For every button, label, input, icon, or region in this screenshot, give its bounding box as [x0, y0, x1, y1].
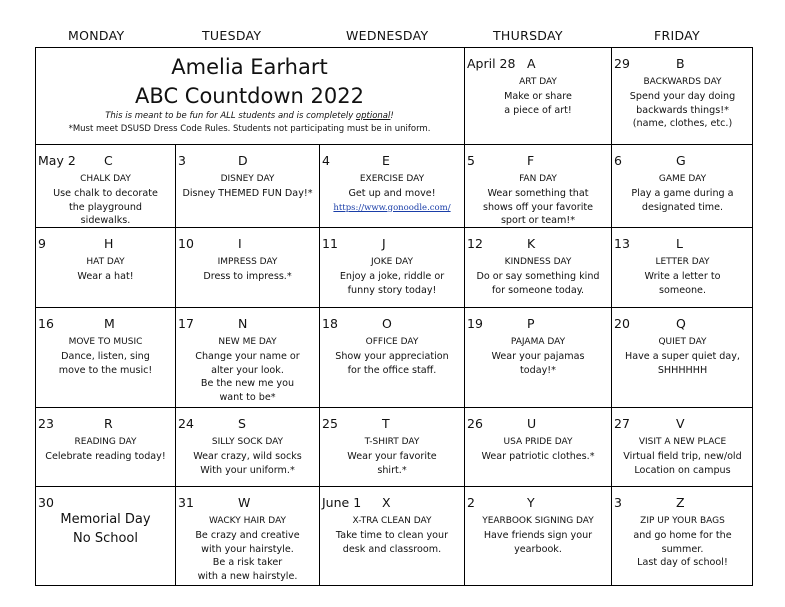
banner-note: [35, 111, 464, 121]
day-letter: Z: [676, 495, 685, 510]
day-header-thursday: THURSDAY: [493, 28, 563, 43]
day-header-monday: MONDAY: [68, 28, 125, 43]
day-theme-title: FAN DAY: [519, 174, 557, 184]
day-date: 31: [178, 495, 194, 510]
day-letter: F: [527, 153, 535, 168]
calendar-day-cell: [176, 408, 319, 486]
day-date: 18: [322, 316, 338, 331]
day-letter: E: [382, 153, 390, 168]
day-date: 5: [467, 153, 475, 168]
day-description-line: Make or share: [504, 91, 572, 102]
day-theme-title: READING DAY: [74, 437, 137, 447]
calendar-day-cell: [176, 308, 319, 407]
day-theme-title: QUIET DAY: [658, 337, 707, 347]
day-description-line: Virtual field trip, new/old: [623, 451, 742, 462]
day-description-line: move to the music!: [58, 364, 153, 376]
day-theme-title: NEW ME DAY: [218, 337, 277, 347]
day-letter: Y: [527, 495, 535, 510]
calendar-day-cell: [612, 145, 753, 227]
day-description-line: and go home for the: [633, 530, 732, 541]
day-description: [178, 187, 317, 201]
calendar-day-cell: [36, 145, 175, 227]
day-letter: O: [382, 316, 392, 331]
calendar-day-cell: [465, 308, 611, 407]
day-date: 12: [467, 236, 483, 251]
day-date: 6: [614, 153, 622, 168]
day-theme-title: IMPRESS DAY: [217, 257, 278, 267]
day-date: 3: [614, 495, 622, 510]
day-description: [178, 529, 317, 583]
day-description-line: Play a game during a: [631, 188, 734, 199]
day-date: 17: [178, 316, 194, 331]
day-description-line: designated time.: [641, 201, 724, 213]
day-description-line: Be the new me you: [200, 378, 295, 390]
day-description: [38, 187, 173, 227]
calendar-day-cell: [320, 145, 464, 227]
day-date: 29: [614, 56, 630, 71]
day-description-line: Wear a hat!: [77, 271, 134, 282]
calendar-day-cell: [465, 145, 611, 227]
day-description-line: funny story today!: [347, 284, 437, 296]
day-description: [178, 450, 317, 477]
calendar-day-cell: [465, 408, 611, 486]
calendar-day-cell: [36, 408, 175, 486]
calendar-day-cell: [176, 228, 319, 307]
day-description: [322, 187, 462, 215]
day-date: June 1: [322, 495, 362, 510]
day-description: [38, 450, 173, 464]
day-description: [38, 270, 173, 284]
day-letter: S: [238, 416, 246, 431]
day-letter: V: [676, 416, 685, 431]
day-description-line: with a new hairstyle.: [197, 570, 298, 582]
day-description: [614, 90, 751, 131]
day-date: 20: [614, 316, 630, 331]
day-description-line: Change your name or: [195, 351, 300, 362]
day-letter: W: [238, 495, 251, 510]
day-description: [467, 187, 609, 227]
banner-title-countdown: ABC Countdown 2022: [135, 84, 364, 108]
day-description: [467, 350, 609, 377]
day-theme-title: OFFICE DAY: [365, 337, 419, 347]
day-header-tuesday: TUESDAY: [202, 28, 262, 43]
day-theme-title: SILLY SOCK DAY: [211, 437, 284, 447]
day-description-line: summer.: [661, 543, 704, 555]
day-letter: D: [238, 153, 248, 168]
day-description-line: yearbook.: [514, 543, 562, 555]
day-date: 19: [467, 316, 483, 331]
day-description: [467, 529, 609, 556]
day-description-line: Use chalk to decorate: [53, 188, 158, 199]
banner-note-end: !: [390, 111, 394, 121]
day-header-friday: FRIDAY: [654, 28, 700, 43]
link-line: [322, 201, 462, 216]
day-date: 11: [322, 236, 338, 251]
calendar-day-cell: [176, 145, 319, 227]
day-description: [467, 90, 609, 117]
day-description-line: for someone today.: [491, 284, 585, 296]
calendar-day-cell: [465, 228, 611, 307]
day-description-line: SHHHHHH: [657, 364, 708, 376]
calendar-day-cell: [320, 408, 464, 486]
banner-note-text: This is meant to be fun for ALL students and is completely: [105, 111, 356, 121]
day-date: 26: [467, 416, 483, 431]
day-description: [467, 450, 609, 464]
day-description-line: Do or say something kind: [476, 271, 600, 282]
day-theme-title: LETTER DAY: [655, 257, 710, 267]
calendar-day-cell: [465, 487, 611, 586]
day-letter: B: [676, 56, 685, 71]
banner-note-emphasis: optional: [355, 111, 391, 121]
day-description-line: a piece of art!: [504, 104, 572, 116]
day-description: [614, 270, 751, 297]
calendar-day-cell: [612, 308, 753, 407]
holiday-note-line: Memorial Day: [60, 512, 151, 527]
day-description-line: Disney THEMED FUN Day!*: [182, 188, 313, 199]
day-theme-title: CHALK DAY: [80, 174, 131, 184]
day-letter: R: [104, 416, 113, 431]
day-description-line: Wear something that: [487, 188, 589, 199]
day-description-line: Have friends sign your: [483, 530, 593, 541]
day-description-line: sidewalks.: [80, 215, 131, 227]
day-letter: I: [238, 236, 242, 251]
banner-rules: *Must meet DSUSD Dress Code Rules. Students not participating must be in uniform.: [68, 124, 431, 134]
day-letter: P: [527, 316, 535, 331]
day-theme-title: T-SHIRT DAY: [364, 437, 420, 447]
day-header-wednesday: WEDNESDAY: [346, 28, 429, 43]
day-description-line: Show your appreciation: [335, 351, 449, 362]
day-theme-title: GAME DAY: [658, 174, 707, 184]
day-description-line: Be crazy and creative: [195, 530, 300, 541]
day-date: 13: [614, 236, 630, 251]
day-letter: U: [527, 416, 537, 431]
day-theme-title: HAT DAY: [86, 257, 125, 267]
day-description-line: (name, clothes, etc.): [632, 118, 733, 130]
day-date: 9: [38, 236, 46, 251]
day-description-line: today!*: [520, 364, 556, 376]
day-theme-title: JOKE DAY: [371, 257, 413, 267]
calendar-day-cell: [36, 487, 175, 586]
day-letter: H: [104, 236, 114, 251]
day-description-line: Enjoy a joke, riddle or: [339, 271, 445, 282]
day-date: May 2: [38, 153, 76, 168]
day-description-line: the playground: [68, 201, 143, 213]
calendar-day-cell: [612, 48, 753, 144]
day-letter: K: [527, 236, 536, 251]
day-description: [614, 187, 751, 214]
day-theme-title: YEARBOOK SIGNING DAY: [482, 516, 594, 526]
day-description-line: With your uniform.*: [200, 464, 295, 476]
day-theme-title: BACKWARDS DAY: [643, 77, 722, 87]
day-description: [614, 350, 751, 377]
day-description-line: someone.: [658, 284, 707, 296]
day-description-line: Wear your favorite: [347, 451, 437, 462]
day-letter: C: [104, 153, 113, 168]
day-description-line: Wear patriotic clothes.*: [481, 451, 595, 462]
calendar-day-cell: [36, 228, 175, 307]
day-description-line: Spend your day doing: [629, 91, 736, 102]
calendar-day-cell: [612, 408, 753, 486]
day-description-line: Wear your pajamas: [491, 351, 585, 362]
day-description-line: shirt.*: [377, 464, 407, 476]
day-description: [178, 350, 317, 404]
day-date: 25: [322, 416, 338, 431]
calendar-day-cell: [36, 308, 175, 407]
day-description-line: Take time to clean your: [335, 530, 449, 541]
day-description-line: desk and classroom.: [342, 543, 442, 555]
holiday-note: [36, 510, 175, 548]
day-description: [322, 529, 462, 556]
day-description: [467, 270, 609, 297]
day-theme-title: VISIT A NEW PLACE: [638, 437, 727, 447]
day-letter: Q: [676, 316, 686, 331]
day-description: [178, 270, 317, 284]
day-date: 10: [178, 236, 194, 251]
calendar-day-cell: [612, 487, 753, 586]
day-description: [322, 450, 462, 477]
day-description-line: want to be*: [219, 391, 276, 403]
day-description-line: Dance, listen, sing: [61, 351, 150, 362]
calendar-day-cell: [612, 228, 753, 307]
day-description: [322, 270, 462, 297]
day-date: 23: [38, 416, 54, 431]
calendar-day-cell: [465, 48, 611, 144]
day-description-line: Write a letter to: [644, 271, 721, 282]
day-description-line: for the office staff.: [347, 364, 437, 376]
day-description-line: backwards things!*: [636, 104, 729, 116]
day-letter: T: [382, 416, 390, 431]
day-description-line: sport or team!*: [500, 215, 576, 227]
calendar-day-cell: [320, 308, 464, 407]
day-date: 24: [178, 416, 194, 431]
calendar-day-cell: [320, 487, 464, 586]
banner: [35, 47, 464, 144]
day-date: 2: [467, 495, 475, 510]
day-description-line: Have a super quiet day,: [625, 351, 740, 362]
day-letter: G: [676, 153, 686, 168]
calendar-day-cell: [176, 487, 319, 586]
day-letter: M: [104, 316, 115, 331]
day-theme-title: WACKY HAIR DAY: [208, 516, 287, 526]
day-letter: L: [676, 236, 683, 251]
day-date: 4: [322, 153, 330, 168]
day-theme-title: KINDNESS DAY: [504, 257, 572, 267]
day-date: 3: [178, 153, 186, 168]
banner-title-school: Amelia Earhart: [171, 55, 328, 79]
day-letter: A: [527, 56, 536, 71]
day-letter: X: [382, 495, 391, 510]
day-date: 30: [38, 495, 54, 510]
day-description-line: alter your look.: [211, 364, 284, 376]
day-description-line: with your hairstyle.: [201, 543, 294, 555]
calendar-day-cell: [320, 228, 464, 307]
day-theme-title: X-TRA CLEAN DAY: [352, 516, 432, 526]
day-description-line: Be a risk taker: [212, 557, 283, 569]
day-description-line: Wear crazy, wild socks: [193, 451, 302, 462]
gonoodle-link[interactable]: https://www.gonoodle.com/: [333, 202, 451, 213]
day-theme-title: MOVE TO MUSIC: [68, 337, 143, 347]
day-theme-title: ART DAY: [519, 77, 557, 87]
day-description-line: Location on campus: [634, 464, 731, 476]
calendar-grid: [35, 47, 753, 586]
day-theme-title: PAJAMA DAY: [510, 337, 566, 347]
day-date: 27: [614, 416, 630, 431]
day-theme-title: ZIP UP YOUR BAGS: [640, 516, 725, 526]
day-theme-title: USA PRIDE DAY: [503, 437, 573, 447]
day-description: [614, 450, 751, 477]
day-date: 16: [38, 316, 54, 331]
day-description: [38, 350, 173, 377]
day-description: [614, 529, 751, 570]
day-letter: J: [382, 236, 386, 251]
day-description-line: shows off your favorite: [482, 201, 594, 213]
day-description-line: Dress to impress.*: [203, 271, 292, 282]
day-letter: N: [238, 316, 248, 331]
day-theme-title: EXERCISE DAY: [359, 174, 425, 184]
day-description-line: Last day of school!: [637, 557, 728, 569]
holiday-note-line: No School: [73, 531, 138, 546]
day-description: [322, 350, 462, 377]
day-description-line: Get up and move!: [348, 188, 436, 199]
day-description-line: Celebrate reading today!: [45, 451, 166, 462]
day-theme-title: DISNEY DAY: [220, 174, 275, 184]
day-date: April 28: [467, 56, 516, 71]
